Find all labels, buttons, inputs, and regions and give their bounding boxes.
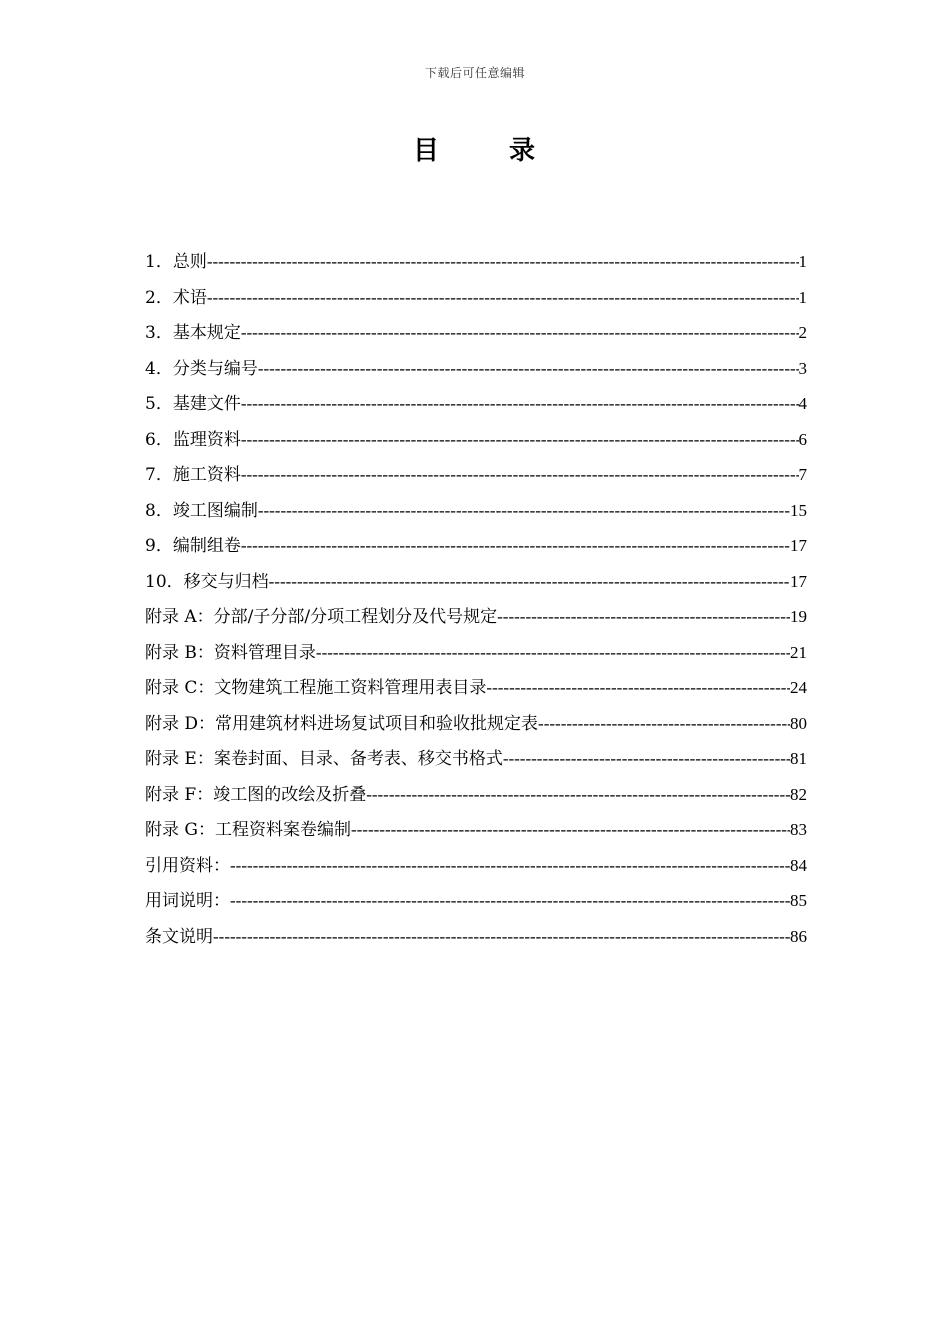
toc-page-number: 84 <box>790 855 807 875</box>
toc-dot-leader <box>258 353 799 385</box>
toc-entry-label: 附录 G：工程资料案卷编制 <box>145 820 351 840</box>
toc-entry-label: 附录 B：资料管理目录 <box>145 642 316 663</box>
toc-dot-leader <box>503 743 790 775</box>
toc-entry-appendix-c[interactable] <box>145 672 807 708</box>
toc-page-number: 2 <box>798 323 807 342</box>
toc-dot-leader <box>207 282 799 314</box>
toc-entry-appendix-a[interactable] <box>145 601 807 637</box>
toc-entry-label: 9．编制组卷 <box>145 536 241 556</box>
toc-entry-label: 附录 E：案卷封面、目录、备考表、移交书格式 <box>145 749 503 769</box>
toc-page-number: 86 <box>790 926 807 946</box>
toc-entry-label: 引用资料： <box>145 855 230 876</box>
toc-entry-6[interactable] <box>145 424 807 460</box>
toc-dot-leader <box>241 317 799 349</box>
toc-entry-label: 条文说明 <box>145 926 213 947</box>
toc-page-number: 83 <box>790 820 807 839</box>
toc-entry-2[interactable] <box>145 282 807 318</box>
toc-entry-label: 4．分类与编号 <box>145 358 258 379</box>
toc-entry-explanation[interactable] <box>145 921 807 957</box>
toc-page-number: 21 <box>790 642 807 662</box>
toc-entry-label: 3．基本规定 <box>145 323 241 343</box>
toc-entry-7[interactable] <box>145 459 807 495</box>
toc-page-number: 4 <box>798 394 807 413</box>
page-header-note: 下载后可任意编辑 <box>424 66 525 80</box>
page-title-char-2: 录 <box>509 136 538 166</box>
toc-entry-4[interactable] <box>145 353 807 389</box>
toc-dot-leader <box>316 637 790 669</box>
toc-page-number: 3 <box>798 358 807 378</box>
toc-entry-label: 附录 C：文物建筑工程施工资料管理用表目录 <box>145 678 487 698</box>
toc-entry-label: 用词说明： <box>145 891 230 911</box>
toc-dot-leader <box>351 814 790 846</box>
toc-entry-label: 6．监理资料 <box>145 429 241 450</box>
toc-entry-appendix-e[interactable] <box>145 743 807 779</box>
toc-entry-label: 附录 A：分部/子分部/分项工程划分及代号规定 <box>145 607 498 627</box>
toc-dot-leader <box>207 246 799 278</box>
toc-entry-1[interactable] <box>145 246 807 282</box>
toc-entry-label: 10．移交与归档 <box>145 571 269 592</box>
toc-dot-leader <box>241 459 799 491</box>
toc-dot-leader <box>230 885 790 917</box>
toc-entry-label: 1．总则 <box>145 252 207 272</box>
toc-dot-leader <box>258 495 790 527</box>
toc-entry-10[interactable] <box>145 566 807 602</box>
toc-dot-leader <box>366 779 790 811</box>
toc-entry-references[interactable] <box>145 850 807 886</box>
toc-page-number: 19 <box>790 607 807 626</box>
toc-entry-9[interactable] <box>145 530 807 566</box>
toc-entry-label: 7．施工资料 <box>145 465 241 485</box>
page-title-char-1: 目 <box>412 136 441 166</box>
toc-dot-leader <box>486 672 790 704</box>
toc-page-number: 1 <box>798 287 807 307</box>
toc-entry-label: 8．竣工图编制 <box>145 500 258 521</box>
toc-dot-leader <box>230 850 790 882</box>
toc-dot-leader <box>241 424 799 456</box>
table-of-contents <box>145 246 807 956</box>
toc-page-number: 24 <box>790 678 807 697</box>
toc-entry-label: 附录 F：竣工图的改绘及折叠 <box>145 784 367 805</box>
toc-entry-label: 5．基建文件 <box>145 394 241 414</box>
toc-dot-leader <box>241 388 799 420</box>
toc-entry-label: 附录 D：常用建筑材料进场复试项目和验收批规定表 <box>145 713 539 734</box>
toc-dot-leader <box>497 601 790 633</box>
toc-entry-appendix-g[interactable] <box>145 814 807 850</box>
toc-entry-8[interactable] <box>145 495 807 531</box>
toc-entry-wording[interactable] <box>145 885 807 921</box>
toc-entry-label: 2．术语 <box>145 287 207 308</box>
toc-entry-5[interactable] <box>145 388 807 424</box>
toc-dot-leader <box>241 530 790 562</box>
toc-dot-leader <box>269 566 790 598</box>
toc-entry-appendix-d[interactable] <box>145 708 807 744</box>
toc-entry-3[interactable] <box>145 317 807 353</box>
toc-page-number: 82 <box>790 784 807 804</box>
toc-page-number: 1 <box>798 252 807 271</box>
toc-page-number: 80 <box>790 713 807 733</box>
toc-page-number: 81 <box>790 749 807 768</box>
toc-page-number: 17 <box>790 571 807 591</box>
toc-dot-leader <box>213 921 790 953</box>
toc-page-number: 6 <box>798 429 807 449</box>
toc-page-number: 85 <box>790 891 807 910</box>
toc-entry-appendix-f[interactable] <box>145 779 807 815</box>
toc-page-number: 17 <box>790 536 807 555</box>
toc-page-number: 15 <box>790 500 807 520</box>
toc-dot-leader <box>538 708 790 740</box>
toc-page-number: 7 <box>798 465 807 484</box>
toc-entry-appendix-b[interactable] <box>145 637 807 673</box>
page-title <box>0 130 950 167</box>
